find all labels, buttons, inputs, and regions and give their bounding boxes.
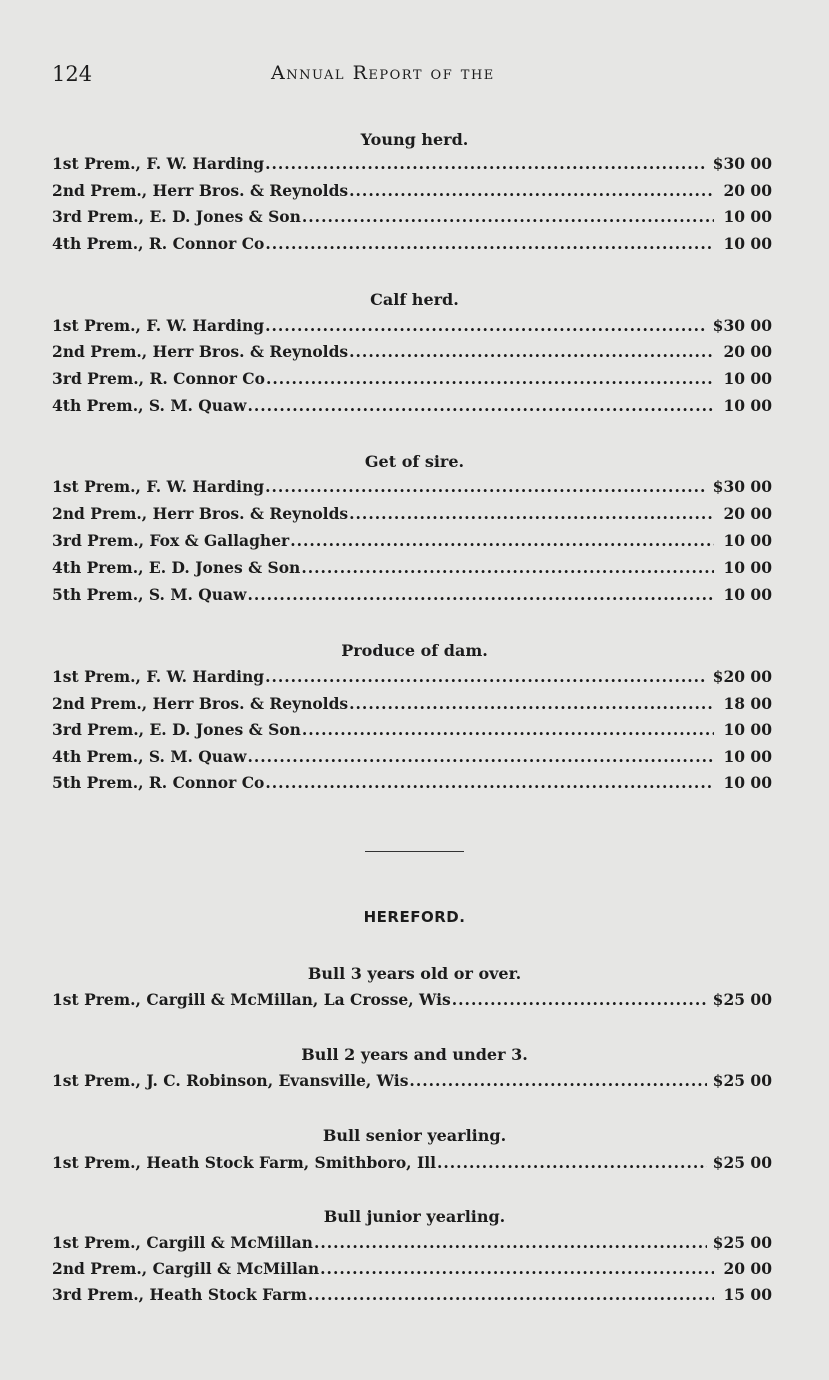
list-item — [52, 477, 772, 499]
premium-place: 1st Prem., — [52, 316, 141, 335]
premium-place: 2nd Prem., — [52, 694, 148, 713]
winner-name: Herr Bros. & Reynolds — [152, 504, 349, 523]
breed-heading-hereford: HEREFORD. — [363, 908, 466, 926]
premium-amount: 10 00 — [723, 720, 772, 739]
premium-place: 3rd Prem., — [52, 531, 145, 550]
premium-amount: 10 00 — [723, 234, 772, 253]
list-item — [52, 531, 772, 553]
list-item — [52, 990, 772, 1012]
dot-leader — [265, 667, 707, 686]
dot-leader — [247, 585, 714, 604]
premium-amount: 20 00 — [723, 1259, 772, 1278]
list-item — [52, 1285, 772, 1307]
list-item — [52, 316, 772, 338]
premium-amount: $25 00 — [712, 1233, 772, 1252]
winner-name: Herr Bros. & Reynolds — [152, 342, 349, 361]
dot-leader — [452, 990, 707, 1009]
list-item — [52, 396, 772, 418]
dot-leader — [247, 396, 714, 415]
list-item — [52, 1233, 772, 1255]
premium-place: 5th Prem., — [52, 773, 144, 792]
dot-leader — [314, 1233, 707, 1252]
premium-place: 1st Prem., — [52, 1071, 141, 1090]
dot-leader — [409, 1071, 706, 1090]
running-title: Annual Report of the — [271, 62, 495, 84]
dot-leader — [247, 747, 714, 766]
dot-leader — [437, 1153, 707, 1172]
premium-place: 4th Prem., — [52, 396, 144, 415]
winner-name: R. Connor Co — [148, 773, 265, 792]
list-item — [52, 342, 772, 364]
dot-leader — [290, 531, 714, 550]
premium-amount: 10 00 — [723, 531, 772, 550]
dot-leader — [265, 316, 707, 335]
section-heading-young-herd: Young herd. — [360, 130, 469, 149]
premium-place: 4th Prem., — [52, 234, 144, 253]
premium-place: 2nd Prem., — [52, 1259, 148, 1278]
list-item — [52, 1259, 772, 1281]
dot-leader — [302, 720, 714, 739]
winner-name: R. Connor Co — [149, 369, 265, 388]
winner-name: Cargill & McMillan — [152, 1259, 320, 1278]
winner-name: Heath Stock Farm — [149, 1285, 307, 1304]
winner-name: F. W. Harding — [146, 477, 265, 496]
list-item — [52, 504, 772, 526]
premium-amount: 10 00 — [723, 396, 772, 415]
list-item — [52, 1071, 772, 1093]
list-item — [52, 181, 772, 203]
winner-name: E. D. Jones & Son — [148, 558, 301, 577]
winner-name: Heath Stock Farm, Smithboro, Ill — [146, 1153, 436, 1172]
winner-name: F. W. Harding — [146, 667, 265, 686]
premium-amount: 10 00 — [723, 747, 772, 766]
dot-leader — [308, 1285, 714, 1304]
winner-name: F. W. Harding — [146, 316, 265, 335]
premium-place: 2nd Prem., — [52, 181, 148, 200]
premium-amount: 10 00 — [723, 369, 772, 388]
premium-place: 1st Prem., — [52, 667, 141, 686]
section-heading-calf-herd: Calf herd. — [370, 290, 459, 309]
section-heading-get-of-sire: Get of sire. — [364, 452, 465, 471]
dot-leader — [349, 694, 714, 713]
list-item — [52, 694, 772, 716]
list-item — [52, 773, 772, 795]
premium-amount: $25 00 — [712, 1071, 772, 1090]
section-heading-bull-senior-yearling: Bull senior yearling. — [322, 1126, 507, 1145]
premium-amount: $25 00 — [712, 1153, 772, 1172]
dot-leader — [349, 342, 714, 361]
premium-place: 1st Prem., — [52, 990, 141, 1009]
list-item — [52, 720, 772, 742]
dot-leader — [265, 154, 707, 173]
premium-amount: $30 00 — [712, 477, 772, 496]
premium-amount: $20 00 — [712, 667, 772, 686]
list-item — [52, 154, 772, 176]
premium-place: 4th Prem., — [52, 558, 144, 577]
list-item — [52, 558, 772, 580]
list-item — [52, 585, 772, 607]
dot-leader — [266, 369, 714, 388]
winner-name: R. Connor Co — [148, 234, 265, 253]
premium-amount: 10 00 — [723, 558, 772, 577]
premium-place: 3rd Prem., — [52, 1285, 145, 1304]
section-heading-bull-3-years: Bull 3 years old or over. — [307, 964, 522, 983]
dot-leader — [265, 234, 714, 253]
list-item — [52, 234, 772, 256]
list-item — [52, 369, 772, 391]
winner-name: Fox & Gallagher — [149, 531, 290, 550]
winner-name: E. D. Jones & Son — [149, 720, 301, 739]
winner-name: Herr Bros. & Reynolds — [152, 181, 349, 200]
premium-place: 4th Prem., — [52, 747, 144, 766]
winner-name: E. D. Jones & Son — [149, 207, 301, 226]
list-item — [52, 207, 772, 229]
dot-leader — [349, 504, 714, 523]
premium-amount: 10 00 — [723, 207, 772, 226]
dot-leader — [265, 477, 707, 496]
winner-name: F. W. Harding — [146, 154, 265, 173]
winner-name: S. M. Quaw — [148, 747, 247, 766]
winner-name: Cargill & McMillan, La Crosse, Wis — [146, 990, 451, 1009]
premium-amount: $30 00 — [712, 154, 772, 173]
winner-name: Herr Bros. & Reynolds — [152, 694, 349, 713]
premium-amount: $25 00 — [712, 990, 772, 1009]
premium-place: 1st Prem., — [52, 1153, 141, 1172]
premium-place: 2nd Prem., — [52, 342, 148, 361]
premium-place: 3rd Prem., — [52, 720, 145, 739]
premium-place: 3rd Prem., — [52, 207, 145, 226]
dot-leader — [265, 773, 714, 792]
premium-place: 1st Prem., — [52, 154, 141, 173]
premium-place: 1st Prem., — [52, 477, 141, 496]
premium-amount: 10 00 — [723, 585, 772, 604]
premium-place: 2nd Prem., — [52, 504, 148, 523]
winner-name: S. M. Quaw — [148, 585, 247, 604]
premium-amount: $30 00 — [712, 316, 772, 335]
premium-place: 3rd Prem., — [52, 369, 145, 388]
winner-name: J. C. Robinson, Evansville, Wis — [146, 1071, 409, 1090]
dot-leader — [349, 181, 714, 200]
premium-place: 1st Prem., — [52, 1233, 141, 1252]
premium-amount: 20 00 — [723, 504, 772, 523]
list-item — [52, 1153, 772, 1175]
premium-place: 5th Prem., — [52, 585, 144, 604]
section-heading-bull-junior-yearling: Bull junior yearling. — [323, 1207, 506, 1226]
premium-amount: 10 00 — [723, 773, 772, 792]
section-heading-bull-2-years: Bull 2 years and under 3. — [301, 1045, 528, 1064]
dot-leader — [301, 558, 714, 577]
winner-name: S. M. Quaw — [148, 396, 247, 415]
winner-name: Cargill & McMillan — [146, 1233, 313, 1252]
premium-amount: 20 00 — [723, 181, 772, 200]
dot-leader — [302, 207, 714, 226]
dot-leader — [320, 1259, 714, 1278]
page-number: 124 — [52, 62, 93, 86]
premium-amount: 18 00 — [723, 694, 772, 713]
list-item — [52, 747, 772, 769]
list-item — [52, 667, 772, 689]
premium-amount: 15 00 — [723, 1285, 772, 1304]
section-heading-produce-of-dam: Produce of dam. — [341, 641, 488, 660]
section-divider — [365, 851, 464, 852]
premium-amount: 20 00 — [723, 342, 772, 361]
